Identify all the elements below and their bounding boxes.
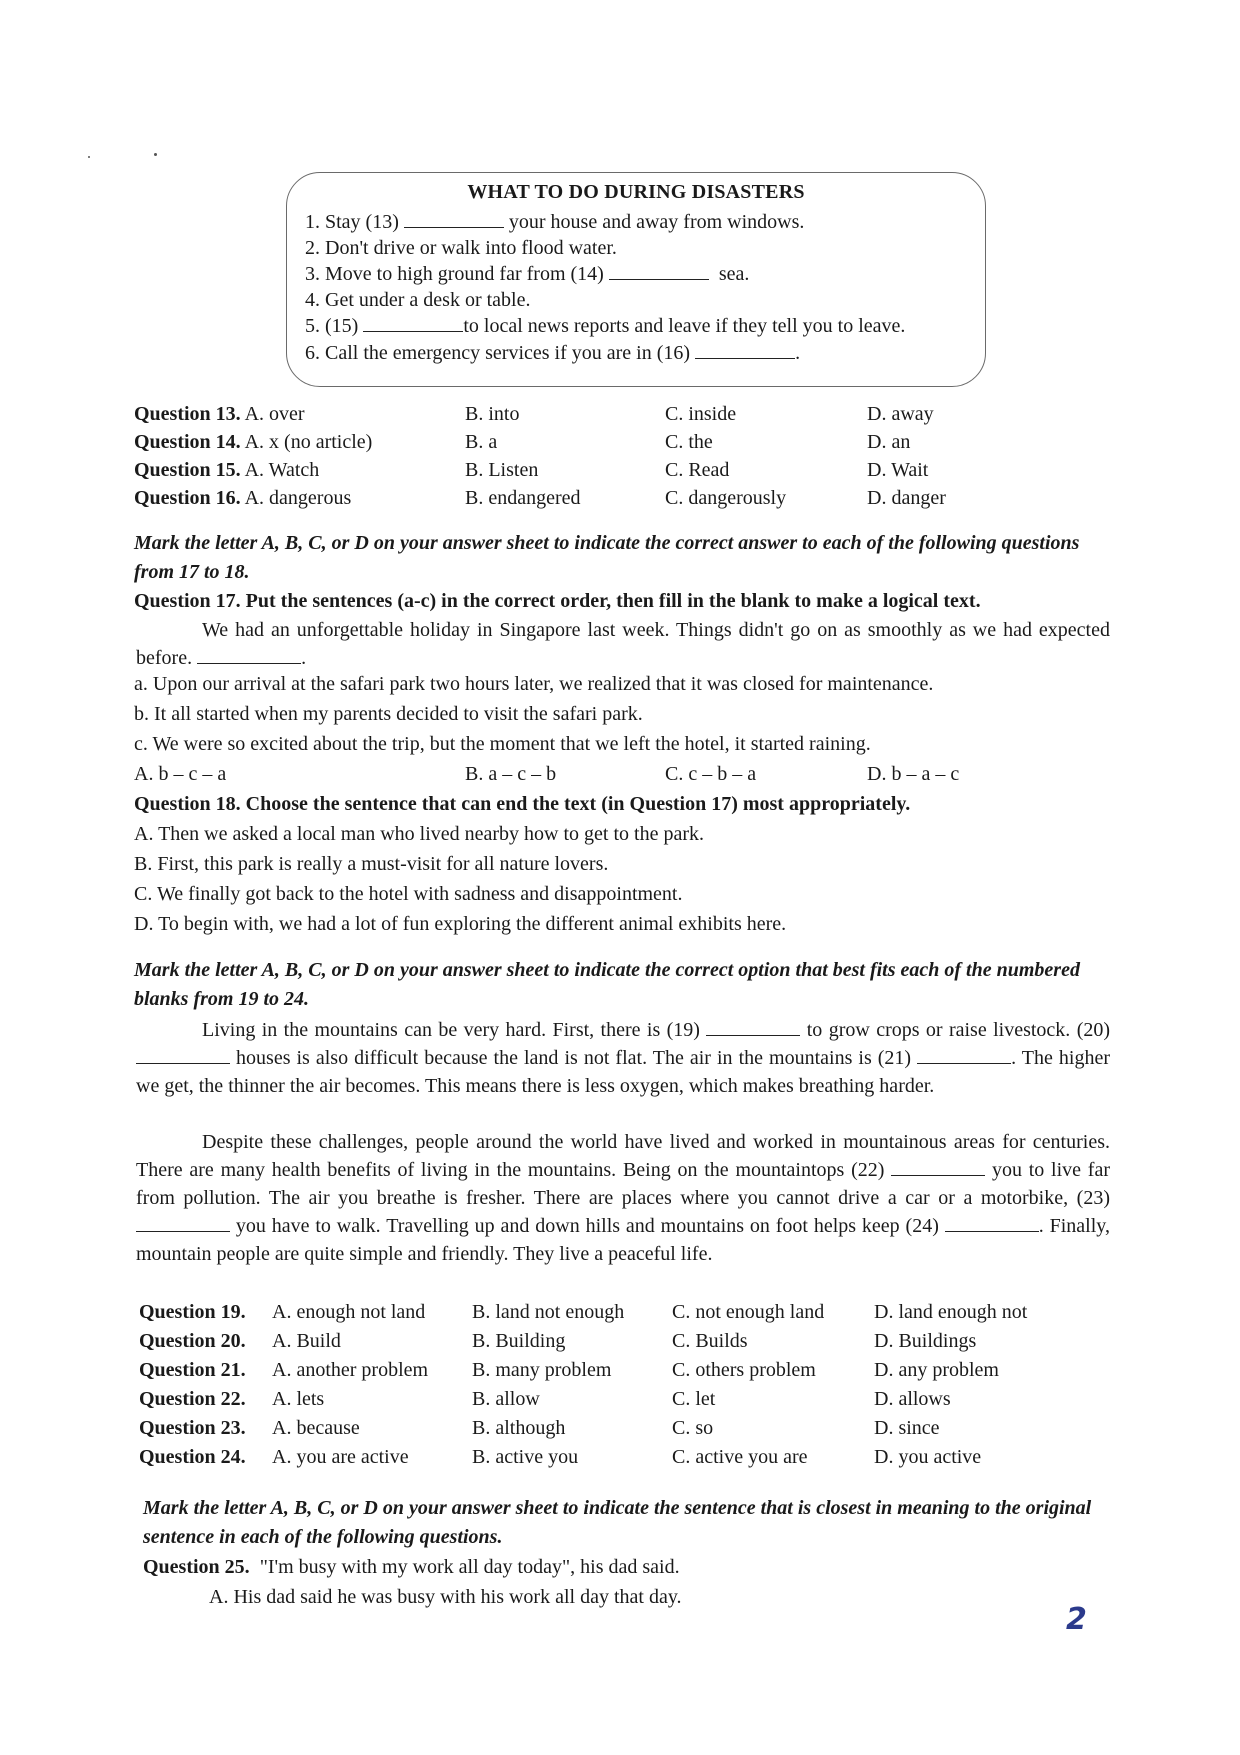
notice-line-4: 4. Get under a desk or table.	[305, 288, 531, 311]
instruction-25: Mark the letter A, B, C, or D on your answer sheet to indicate the sentence that is closest in meaning to the original sentence in each of the following questions.	[143, 1497, 1092, 1548]
option-a[interactable]: A. Watch	[244, 459, 320, 481]
scan-speck	[154, 153, 157, 156]
question-21-row	[139, 1359, 1119, 1385]
q18-option-a[interactable]: A. Then we asked a local man who lived nearby how to get to the park.	[134, 823, 705, 845]
question-18-title: Question 18. Choose the sentence that can end the text (in Question 17) most appropriately.	[134, 793, 911, 815]
question-label: Question 16.	[134, 487, 241, 509]
option-a[interactable]: A. because	[272, 1417, 360, 1439]
option-d[interactable]: D. an	[867, 431, 911, 453]
question-label: Question 21.	[139, 1359, 246, 1381]
option-c[interactable]: C. dangerously	[665, 487, 787, 509]
option-b[interactable]: B. allow	[472, 1388, 540, 1410]
option-d[interactable]: D. Buildings	[874, 1330, 977, 1352]
option-c[interactable]: C. not enough land	[672, 1301, 825, 1323]
option-b[interactable]: B. a – c – b	[465, 763, 557, 785]
question-17-options	[134, 763, 1114, 789]
option-d[interactable]: D. allows	[874, 1388, 951, 1410]
question-17-title: Question 17. Put the sentences (a-c) in the correct order, then fill in the blank to make a logical text.	[134, 590, 981, 612]
option-c[interactable]: C. the	[665, 431, 713, 453]
q18-option-c[interactable]: C. We finally got back to the hotel with sadness and disappointment.	[134, 883, 683, 905]
q17-item-a: a. Upon our arrival at the safari park two hours later, we realized that it was closed for maintenance.	[134, 673, 934, 695]
instruction-17-18: Mark the letter A, B, C, or D on your answer sheet to indicate the correct answer to each of the following questions from 17 to 18.	[134, 532, 1080, 583]
option-d[interactable]: D. any problem	[874, 1359, 999, 1381]
option-a[interactable]: A. you are active	[272, 1446, 409, 1468]
option-c[interactable]: C. so	[672, 1417, 714, 1439]
question-16-row	[134, 487, 1114, 513]
option-c[interactable]: C. Read	[665, 459, 730, 481]
question-label: Question 20.	[139, 1330, 246, 1352]
notice-lines	[305, 209, 905, 366]
question-label: Question 25.	[143, 1556, 250, 1578]
option-c[interactable]: C. let	[672, 1388, 716, 1410]
q18-option-b[interactable]: B. First, this park is really a must-visit for all nature lovers.	[134, 853, 609, 875]
option-d[interactable]: D. land enough not	[874, 1301, 1028, 1323]
question-20-row	[139, 1330, 1119, 1356]
option-d[interactable]: D. Wait	[867, 459, 929, 481]
notice-title: WHAT TO DO DURING DISASTERS	[467, 181, 805, 203]
option-a[interactable]: A. b – c – a	[134, 763, 227, 785]
option-c[interactable]: C. c – b – a	[665, 763, 757, 785]
question-23-row	[139, 1417, 1119, 1443]
question-25	[143, 1556, 1123, 1579]
option-a[interactable]: A. dangerous	[244, 487, 352, 509]
option-b[interactable]: B. active you	[472, 1446, 579, 1468]
question-15-row	[134, 459, 1114, 485]
notice-line-2: 2. Don't drive or walk into flood water.	[305, 236, 617, 259]
option-c[interactable]: C. active you are	[672, 1446, 808, 1468]
option-a[interactable]: A. x (no article)	[244, 431, 373, 453]
question-label: Question 23.	[139, 1417, 246, 1439]
question-label: Question 19.	[139, 1301, 246, 1323]
notice-line-6: 6. Call the emergency services if you are in (16) .	[305, 341, 801, 364]
question-25-text: "I'm busy with my work all day today", his dad said.	[259, 1556, 680, 1578]
option-a[interactable]: A. enough not land	[272, 1301, 426, 1323]
option-c[interactable]: C. others problem	[672, 1359, 816, 1381]
q18-option-d[interactable]: D. To begin with, we had a lot of fun exploring the different animal exhibits here.	[134, 913, 787, 935]
instruction-19-24: Mark the letter A, B, C, or D on your answer sheet to indicate the correct option that best fits each of the numbered blanks from 19 to 24.	[134, 959, 1080, 1010]
option-c[interactable]: C. inside	[665, 403, 737, 425]
option-a[interactable]: A. over	[244, 403, 305, 425]
q25-option-a[interactable]: A. His dad said he was busy with his work all day that day.	[209, 1586, 682, 1608]
disaster-notice-box	[286, 172, 986, 387]
passage-paragraph-2: Despite these challenges, people around the world have lived and worked in mountainous areas for centuries. There are many health benefits of living in the mountains. Being on the mountaintops (22) you to live far from pollution. The air you breathe is fresher. There are places where you cannot drive a car or a motorbike, (23) you have to walk. Travelling up and down hills and mountains on foot helps keep (24) . Finally, mountain people are quite simple and friendly. They live a peaceful life.	[136, 1131, 1110, 1265]
option-b[interactable]: B. although	[472, 1417, 566, 1439]
option-b[interactable]: B. many problem	[472, 1359, 612, 1381]
question-22-row	[139, 1388, 1119, 1414]
q17-item-b: b. It all started when my parents decided to visit the safari park.	[134, 703, 643, 725]
question-24-row	[139, 1446, 1119, 1472]
option-b[interactable]: B. Listen	[465, 459, 539, 481]
option-d[interactable]: D. away	[867, 403, 934, 425]
option-d[interactable]: D. danger	[867, 487, 946, 509]
notice-line-1: 1. Stay (13) your house and away from windows.	[305, 211, 805, 233]
option-b[interactable]: B. endangered	[465, 487, 581, 509]
question-label: Question 22.	[139, 1388, 246, 1410]
page-number: 2	[1066, 1602, 1087, 1637]
question-14-row	[134, 431, 1114, 457]
question-19-row	[139, 1301, 1119, 1327]
option-d[interactable]: D. b – a – c	[867, 763, 960, 785]
option-a[interactable]: A. another problem	[272, 1359, 429, 1381]
option-a[interactable]: A. Build	[272, 1330, 341, 1352]
option-a[interactable]: A. lets	[272, 1388, 325, 1410]
option-b[interactable]: B. into	[465, 403, 520, 425]
question-13-row	[134, 403, 1114, 429]
q17-item-c: c. We were so excited about the trip, but the moment that we left the hotel, it started raining.	[134, 733, 871, 755]
option-c[interactable]: C. Builds	[672, 1330, 748, 1352]
option-b[interactable]: B. a	[465, 431, 498, 453]
notice-line-5: 5. (15) to local news reports and leave if they tell you to leave.	[305, 315, 906, 337]
question-label: Question 13.	[134, 403, 241, 425]
question-label: Question 24.	[139, 1446, 246, 1468]
question-label: Question 15.	[134, 459, 241, 481]
option-d[interactable]: D. you active	[874, 1446, 982, 1468]
notice-line-3: 3. Move to high ground far from (14) sea.	[305, 263, 750, 285]
question-label: Question 14.	[134, 431, 241, 453]
option-d[interactable]: D. since	[874, 1417, 940, 1439]
option-b[interactable]: B. Building	[472, 1330, 566, 1352]
scan-speck	[88, 156, 90, 158]
question-17-paragraph: We had an unforgettable holiday in Singapore last week. Things didn't go on as smoothly as we had expected before. .	[136, 619, 1110, 669]
option-b[interactable]: B. land not enough	[472, 1301, 625, 1323]
passage-paragraph-1: Living in the mountains can be very hard. First, there is (19) to grow crops or raise livestock. (20) houses is also difficult because the land is not flat. The air in the mountains is (21) . The higher we get, the thinner the air becomes. This means there is less oxygen, which makes breathing harder.	[136, 1019, 1111, 1097]
